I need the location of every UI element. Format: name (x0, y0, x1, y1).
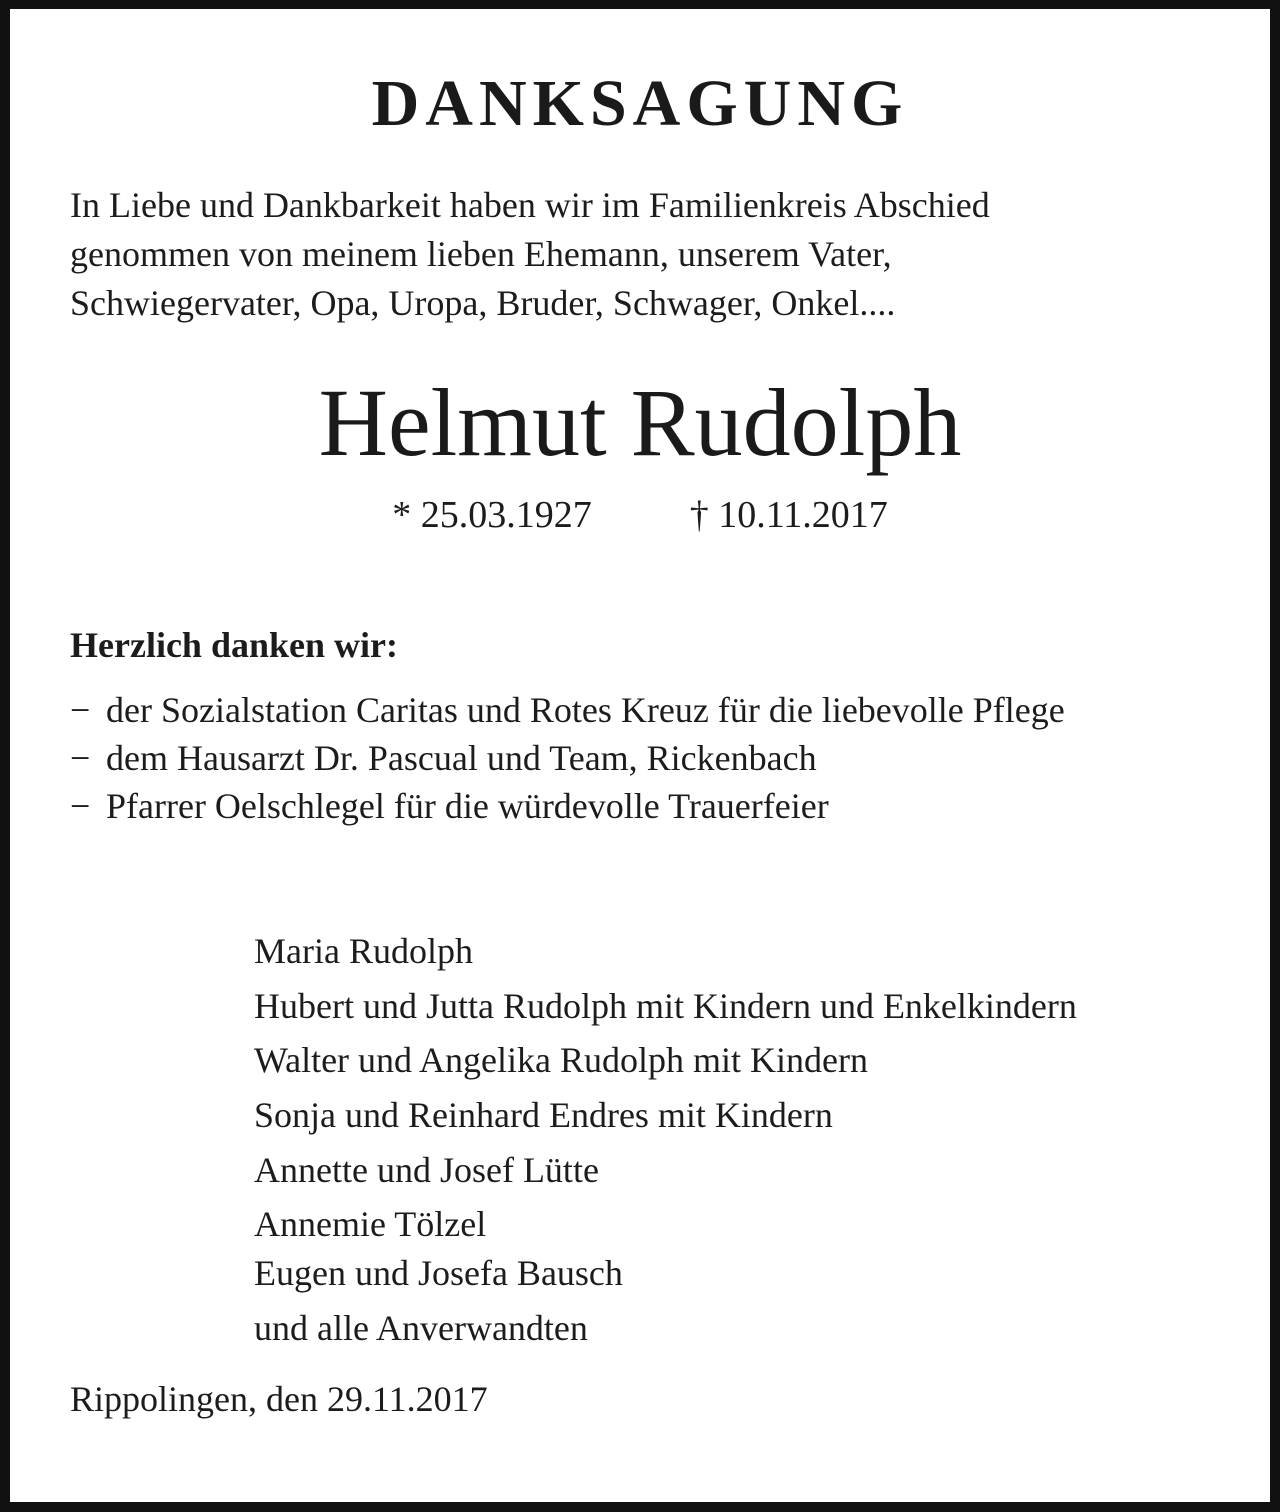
signatory: Maria Rudolph (254, 931, 473, 971)
intro-text (70, 181, 1220, 328)
thanks-item-text: Pfarrer Oelschlegel für die würdevolle Trauerfeier (106, 786, 829, 826)
thanks-item (70, 686, 1250, 734)
life-dates (0, 492, 1280, 538)
signatory: Annemie Tölzel (254, 1204, 487, 1244)
thanks-item-text: der Sozialstation Caritas und Rotes Kreuz für die liebevolle Pflege (106, 690, 1065, 730)
signatory: Sonja und Reinhard Endres mit Kindern (254, 1095, 833, 1135)
place-date: Rippolingen, den 29.11.2017 (70, 1379, 488, 1419)
intro-line: genommen von meinem lieben Ehemann, unserem Vater, (70, 234, 892, 274)
signatory: Hubert und Jutta Rudolph mit Kindern und Enkelkindern (254, 986, 1077, 1026)
dash-bullet: − (70, 738, 91, 778)
thanks-item (70, 734, 1250, 782)
signatory: Walter und Angelika Rudolph mit Kindern (254, 1040, 869, 1080)
signatory: und alle Anverwandten (254, 1308, 588, 1348)
intro-line: Schwiegervater, Opa, Uropa, Bruder, Schwager, Onkel.... (70, 283, 896, 323)
thanks-list (70, 686, 1250, 830)
thanks-heading: Herzlich danken wir: (70, 625, 398, 665)
thanks-item-text: dem Hausarzt Dr. Pascual und Team, Rickenbach (106, 738, 817, 778)
dash-bullet: − (70, 690, 91, 730)
notice-title: DANKSAGUNG (371, 67, 909, 140)
signatory: Eugen und Josefa Bausch (254, 1253, 623, 1293)
signatory: Annette und Josef Lütte (254, 1150, 599, 1190)
birth-date: * 25.03.1927 (392, 494, 592, 536)
dash-bullet: − (70, 786, 91, 826)
death-date: † 10.11.2017 (689, 494, 888, 536)
intro-line: In Liebe und Dankbarkeit haben wir im Familienkreis Abschied (70, 185, 990, 225)
thanks-item (70, 782, 1250, 830)
deceased-name: Helmut Rudolph (318, 369, 962, 476)
